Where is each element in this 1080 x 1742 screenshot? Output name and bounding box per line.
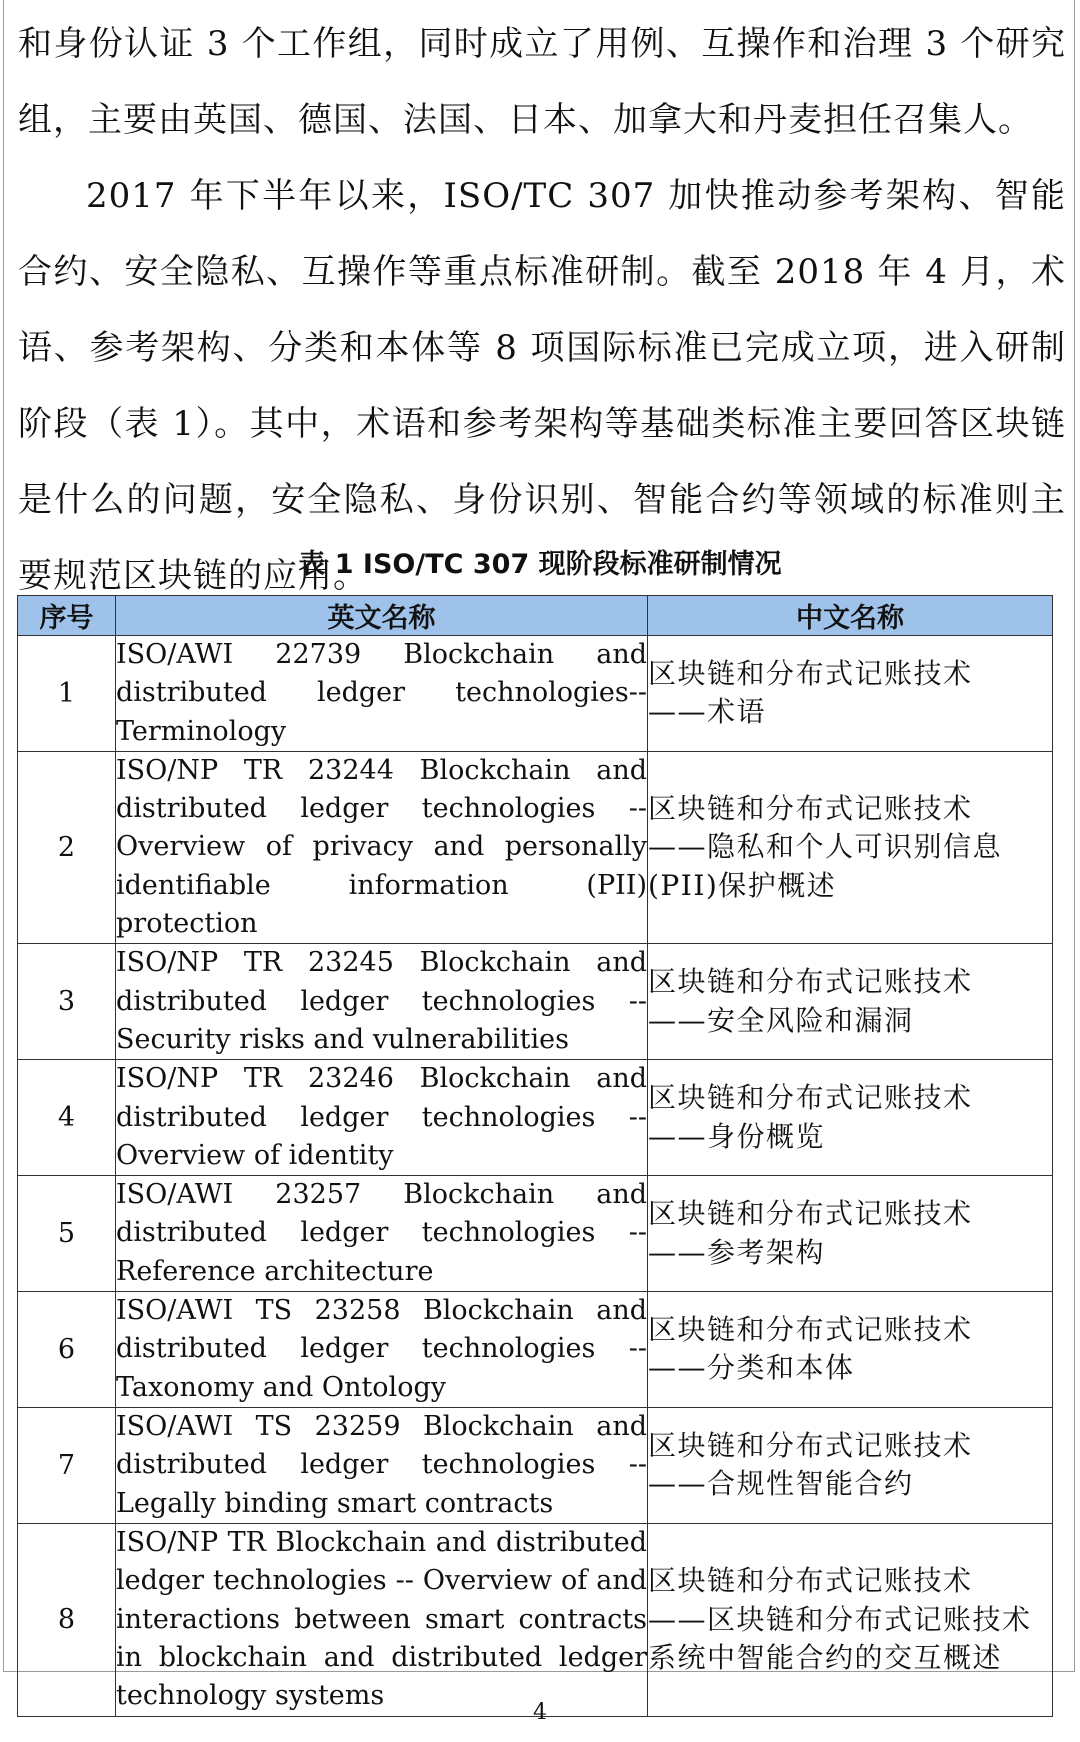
standards-table <box>17 595 1053 1717</box>
chinese-name-line-1: 区块链和分布式记账技术 <box>648 1197 973 1231</box>
paragraph-2: 2017 年下半年以来，ISO/TC 307 加快推动参考架构、智能合约、安全隐私、互操作等重点标准研制。截至 2018 年 4 月，术语、参考架构、分类和本体等 8 项国际标准已完成立项，进入研制阶段（表 1）。其中，术语和参考架构等基础类标准主要回答区块链是什么的问题，安全隐私、身份识别、智能合约等领域的标准则主要规范区块链的应用。 <box>18 176 1066 596</box>
row-chinese-name <box>648 751 1053 943</box>
row-seq: 8 <box>18 1523 116 1716</box>
chinese-name-line-2: ——参考架构 <box>648 1235 826 1269</box>
row-seq: 1 <box>18 636 116 752</box>
chinese-name-line-1: 区块链和分布式记账技术 <box>648 656 973 690</box>
chinese-name-line-1: 区块链和分布式记账技术 <box>648 1081 973 1115</box>
row-english-name: ISO/AWI 22739 Blockchain and distributed ledger technologies--Terminology <box>116 636 648 752</box>
row-chinese-name <box>648 1176 1053 1292</box>
table-row <box>18 1523 1053 1716</box>
row-chinese-name <box>648 1292 1053 1408</box>
chinese-name-line-1: 区块链和分布式记账技术 <box>648 1312 973 1346</box>
header-seq: 序号 <box>18 596 116 636</box>
row-chinese-name <box>648 1523 1053 1716</box>
chinese-name-line-1: 区块链和分布式记账技术 <box>648 791 973 825</box>
table-header-row <box>18 596 1053 636</box>
page-number: 4 <box>533 1700 547 1725</box>
row-seq: 7 <box>18 1407 116 1523</box>
row-english-name: ISO/NP TR Blockchain and distributed ledger technologies -- Overview of and interactions between smart contracts in blockchain and distributed ledger technology systems <box>116 1523 648 1716</box>
chinese-name-line-2: ——合规性智能合约 <box>648 1467 914 1501</box>
chinese-name-line-2: ——隐私和个人可识别信息(PII)保护概述 <box>648 830 1003 902</box>
row-seq: 4 <box>18 1060 116 1176</box>
table-caption: 表 1 ISO/TC 307 现阶段标准研制情况 <box>298 549 782 580</box>
row-english-name: ISO/NP TR 23244 Blockchain and distributed ledger technologies -- Overview of privacy and personally identifiable information (PII) protection <box>116 751 648 943</box>
row-english-name: ISO/AWI 23257 Blockchain and distributed ledger technologies -- Reference architecture <box>116 1176 648 1292</box>
row-english-name: ISO/AWI TS 23259 Blockchain and distributed ledger technologies -- Legally binding smart contracts <box>116 1407 648 1523</box>
chinese-name-line-2: ——区块链和分布式记账技术系统中智能合约的交互概述 <box>648 1602 1032 1675</box>
chinese-name-line-2: ——安全风险和漏洞 <box>648 1003 914 1037</box>
header-chinese-name: 中文名称 <box>648 596 1053 636</box>
table-row <box>18 1176 1053 1292</box>
chinese-name-line-2: ——分类和本体 <box>648 1351 855 1385</box>
row-english-name: ISO/AWI TS 23258 Blockchain and distributed ledger technologies -- Taxonomy and Ontology <box>116 1292 648 1408</box>
row-seq: 6 <box>18 1292 116 1408</box>
row-chinese-name <box>648 1407 1053 1523</box>
row-seq: 3 <box>18 944 116 1060</box>
row-english-name: ISO/NP TR 23245 Blockchain and distributed ledger technologies -- Security risks and vulnerabilities <box>116 944 648 1060</box>
chinese-name-line-2: ——术语 <box>648 695 767 729</box>
row-chinese-name <box>648 944 1053 1060</box>
table-row <box>18 636 1053 752</box>
table-row <box>18 1060 1053 1176</box>
row-chinese-name <box>648 636 1053 752</box>
chinese-name-line-1: 区块链和分布式记账技术 <box>648 965 973 999</box>
table-row <box>18 751 1053 943</box>
chinese-name-line-1: 区块链和分布式记账技术 <box>648 1428 973 1462</box>
row-chinese-name <box>648 1060 1053 1176</box>
header-english-name: 英文名称 <box>116 596 648 636</box>
row-english-name: ISO/NP TR 23246 Blockchain and distributed ledger technologies -- Overview of identity <box>116 1060 648 1176</box>
row-seq: 2 <box>18 751 116 943</box>
chinese-name-line-2: ——身份概览 <box>648 1119 826 1153</box>
table-row <box>18 944 1053 1060</box>
table-row <box>18 1292 1053 1408</box>
row-seq: 5 <box>18 1176 116 1292</box>
chinese-name-line-1: 区块链和分布式记账技术 <box>648 1564 973 1598</box>
paragraph-1: 和身份认证 3 个工作组，同时成立了用例、互操作和治理 3 个研究组，主要由英国、德国、法国、日本、加拿大和丹麦担任召集人。 <box>18 24 1066 140</box>
table-row <box>18 1407 1053 1523</box>
